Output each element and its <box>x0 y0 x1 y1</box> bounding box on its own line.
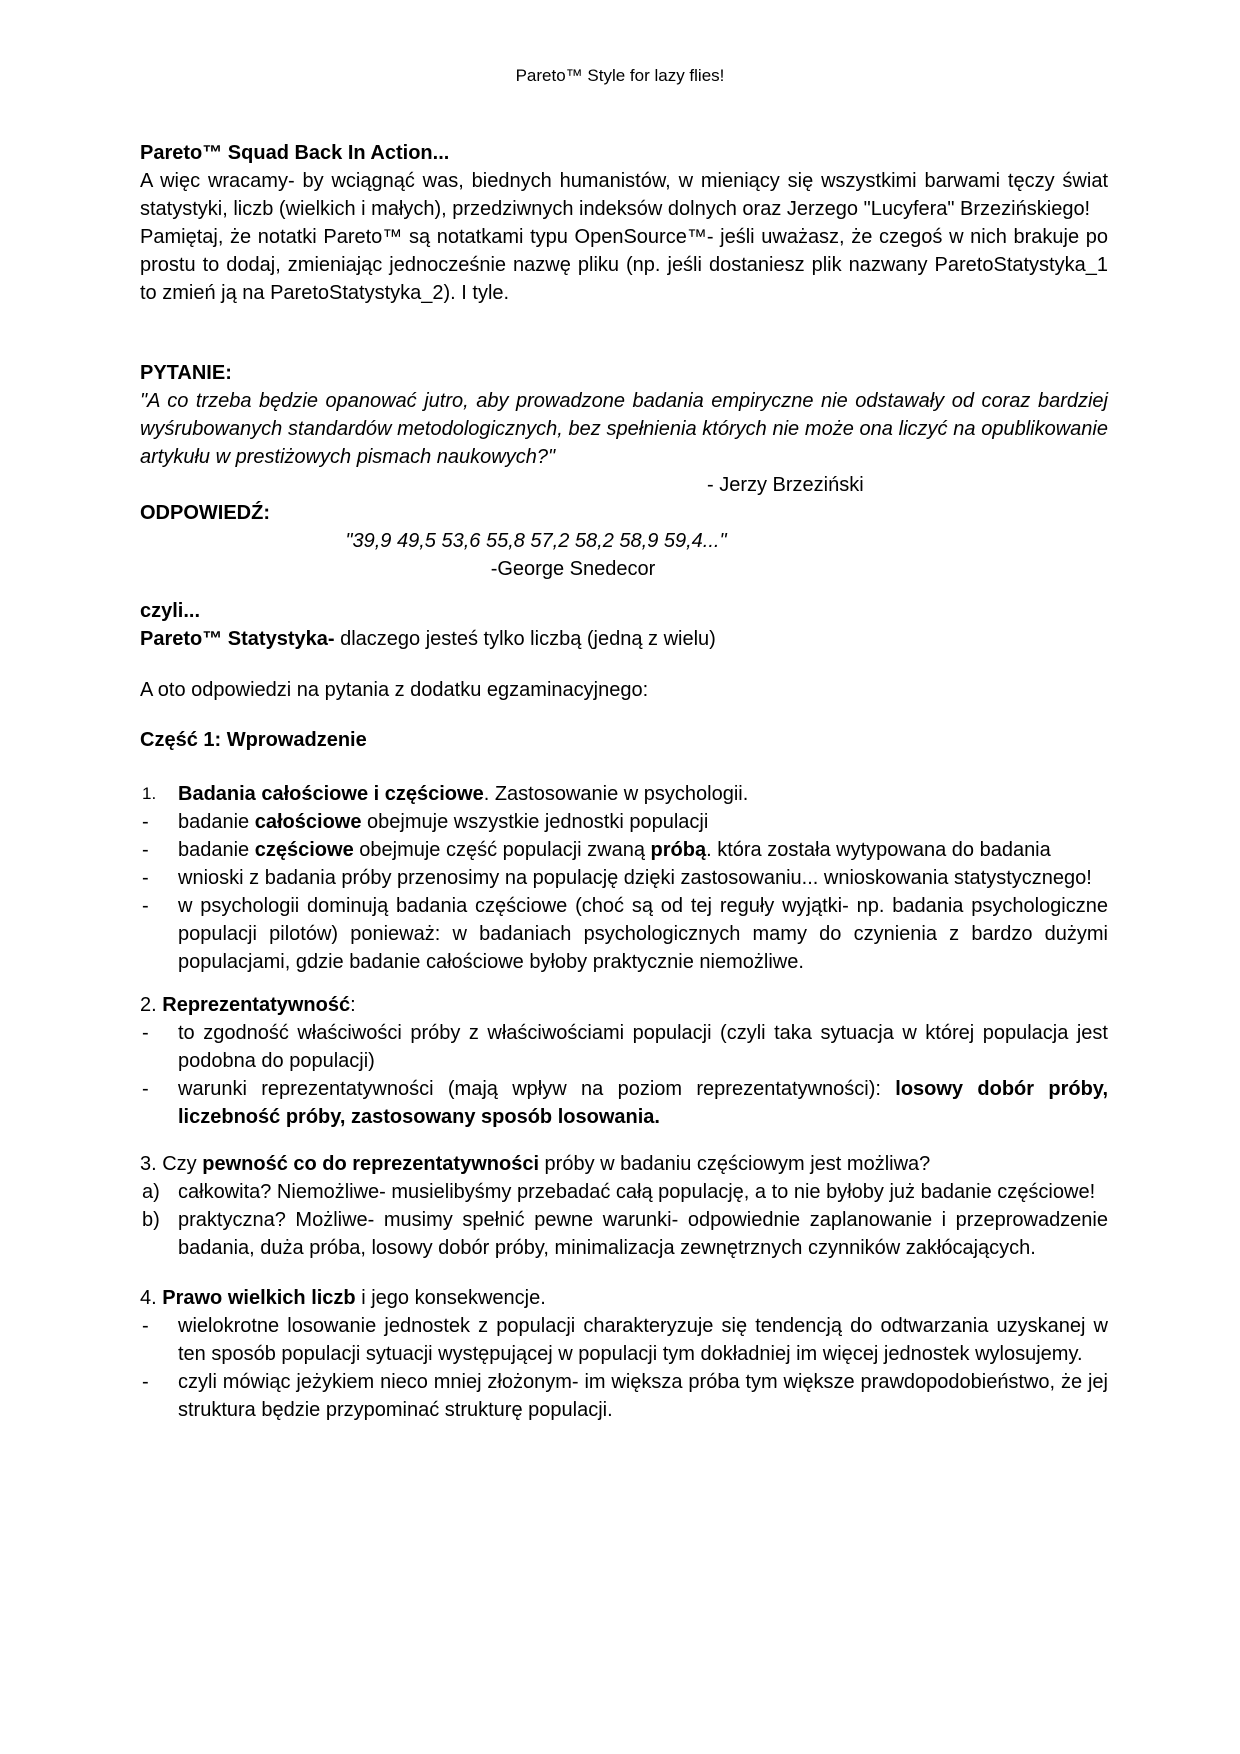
section-3-heading: 3. Czy pewność co do reprezentatywności próby w badaniu częściowym jest możliwa? <box>140 1153 931 1175</box>
list-item <box>140 864 1108 892</box>
list-item <box>140 1075 1108 1131</box>
list-marker: - <box>142 1022 149 1044</box>
question-quote: "A co trzeba będzie opanować jutro, aby prowadzone badania empiryczne nie odstawały od coraz bardziej wyśrubowanych standardów metodologicznych, bez spełnienia których nie może ona liczyć na opublikowanie artykułu w prestiżowych pismach naukowych?" <box>140 390 1108 468</box>
lead-in-line: A oto odpowiedzi na pytania z dodatku egzaminacyjnego: <box>140 679 649 701</box>
list-item-text: badanie całościowe obejmuje wszystkie jednostki populacji <box>178 811 709 833</box>
section-3 <box>140 1150 1108 1262</box>
section-1-heading-row <box>140 780 1108 808</box>
answer-label: ODPOWIEDŹ: <box>140 502 270 524</box>
document-header-title: Pareto™ Style for lazy flies! <box>515 66 725 85</box>
section-4-heading: 4. Prawo wielkich liczb i jego konsekwencje. <box>140 1287 546 1309</box>
document-body <box>140 139 1108 1424</box>
list-item <box>140 1178 1108 1206</box>
list-item <box>140 892 1108 976</box>
list-item-text: czyli mówiąc jeżykiem nieco mniej złożonym- im większa próba tym większe prawdopodobieństwo, że jej struktura będzie przypominać strukturę populacji. <box>178 1371 1108 1421</box>
list-item-text: wielokrotne losowanie jednostek z populacji charakteryzuje się tendencją do odtwarzania uzyskanej w ten sposób populacji sytuacji występującej w populacji tym dokładniej im więcej jednostek wylosujemy. <box>178 1315 1108 1365</box>
subtitle-line: Pareto™ Statystyka- dlaczego jesteś tylko liczbą (jedną z wielu) <box>140 628 716 650</box>
list-item <box>140 1019 1108 1075</box>
intro-heading: Pareto™ Squad Back In Action... <box>140 142 450 164</box>
list-item <box>140 1368 1108 1424</box>
section-2-heading: 2. Reprezentatywność: <box>140 994 356 1016</box>
list-item <box>140 1206 1108 1262</box>
list-item-text: wnioski z badania próby przenosimy na populację dzięki zastosowaniu... wnioskowania statystycznego! <box>178 867 1092 889</box>
part-title: Część 1: Wprowadzenie <box>140 729 367 751</box>
list-item <box>140 808 1108 836</box>
list-marker: - <box>142 1078 149 1100</box>
list-item-text: to zgodność właściwości próby z właściwościami populacji (czyli taka sytuacja w której populacja jest podobna do populacji) <box>178 1022 1108 1072</box>
list-marker: b) <box>142 1209 160 1231</box>
list-item-text: całkowita? Niemożliwe- musielibyśmy przebadać całą populację, a to nie byłoby już badanie częściowe! <box>178 1181 1096 1203</box>
question-label: PYTANIE: <box>140 362 232 384</box>
question-answer-block <box>140 359 1108 583</box>
answer-attribution: -George Snedecor <box>490 558 656 580</box>
list-item <box>140 1312 1108 1368</box>
list-item <box>140 836 1108 864</box>
list-item-text: badanie częściowe obejmuje część populacji zwaną próbą. która została wytypowana do badania <box>178 839 1051 861</box>
list-marker: - <box>142 895 149 917</box>
section-4 <box>140 1284 1108 1424</box>
question-attribution: - Jerzy Brzeziński <box>707 474 864 496</box>
answer-quote: "39,9 49,5 53,6 55,8 57,2 58,2 58,9 59,4..." <box>345 530 727 552</box>
intro-paragraph-2: Pamiętaj, że notatki Pareto™ są notatkami typu OpenSource™- jeśli uważasz, że czegoś w nich brakuje po prostu to dodaj, zmieniając jednocześnie nazwę pliku (np. jeśli dostaniesz plik nazwany ParetoStatystyka_1 to zmień ją na ParetoStatystyka_2). I tyle. <box>140 226 1108 304</box>
subtitle-czyli: czyli... <box>140 600 201 622</box>
section-1-heading: Badania całościowe i częściowe. Zastosowanie w psychologii. <box>178 783 749 805</box>
list-marker: a) <box>142 1181 160 1203</box>
list-item-text: praktyczna? Możliwe- musimy spełnić pewne warunki- odpowiednie zaplanowanie i przeprowadzenie badania, duża próba, losowy dobór próby, minimalizacja zewnętrznych czynników zakłócających. <box>178 1209 1108 1259</box>
list-marker: - <box>142 1371 149 1393</box>
section-1 <box>140 780 1108 976</box>
list-marker: - <box>142 811 149 833</box>
list-marker: - <box>142 867 149 889</box>
intro-paragraph-1: A więc wracamy- by wciągnąć was, biednych humanistów, w mieniący się wszystkimi barwami tęczy świat statystyki, liczb (wielkich i małych), przedziwnych indeksów dolnych oraz Jerzego "Lucyfera" Brzezińskiego! <box>140 170 1108 220</box>
list-item-text: w psychologii dominują badania częściowe (choć są od tej reguły wyjątki- np. badania psychologiczne populacji pilotów) ponieważ: w badaniach psychologicznych mamy do czynienia z bardzo dużymi populacjami, gdzie badanie całościowe byłoby praktycznie niemożliwe. <box>178 895 1108 973</box>
list-marker: - <box>142 1315 149 1337</box>
list-marker: - <box>142 839 149 861</box>
list-item-text: warunki reprezentatywności (mają wpływ na poziom reprezentatywności): losowy dobór próby, liczebność próby, zastosowany sposób losowania. <box>178 1078 1109 1128</box>
list-marker: 1. <box>142 784 157 803</box>
section-2 <box>140 991 1108 1131</box>
